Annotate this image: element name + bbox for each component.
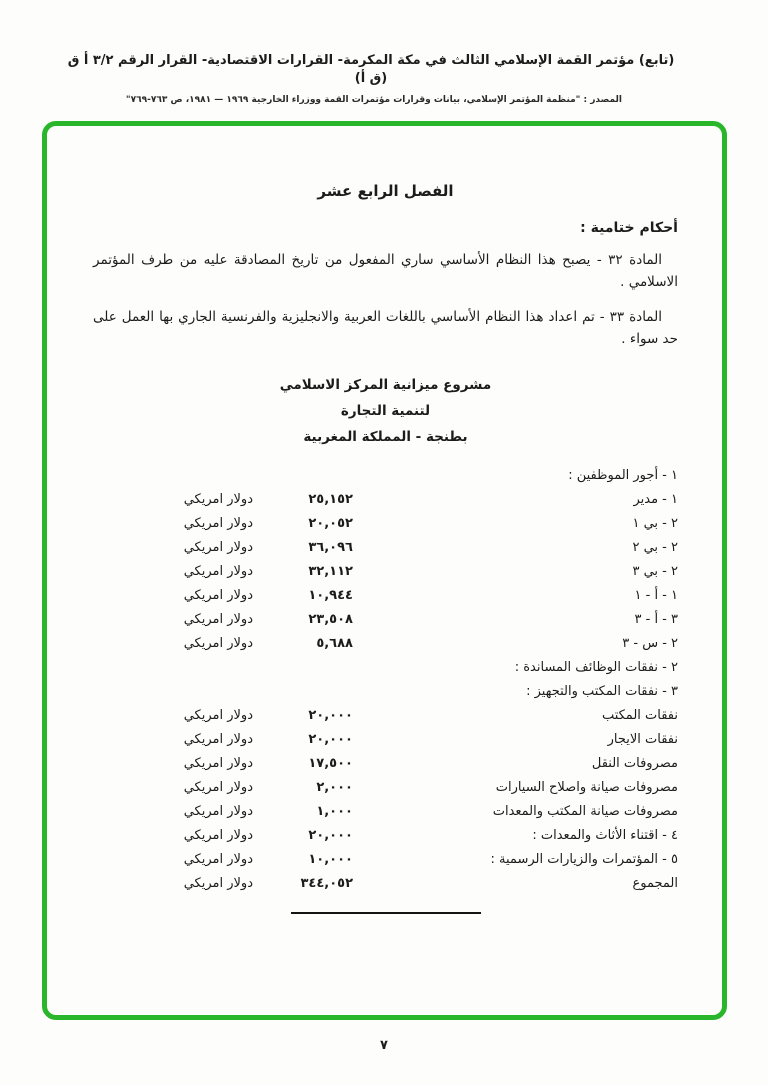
row-amount: ٣٤٤,٠٥٢	[300, 876, 353, 891]
row-label: ٥ - المؤتمرات والزيارات الرسمية :	[490, 852, 678, 867]
budget-section-heading	[93, 656, 678, 680]
row-currency: دولار امريكي	[183, 564, 253, 579]
row-label: ٣ - أ - ٣	[634, 612, 678, 627]
row-label: ٣ - نفقات المكتب والتجهيز :	[526, 684, 678, 699]
row-amount: ١٠,٩٤٤	[308, 588, 353, 603]
budget-row	[93, 824, 678, 848]
budget-title-line2: لتنمية التجارة	[340, 403, 431, 419]
row-label: ١ - أ - ١	[634, 588, 678, 603]
budget-row	[93, 776, 678, 800]
row-currency: دولار امريكي	[183, 804, 253, 819]
budget-row	[93, 512, 678, 536]
budget-row	[93, 704, 678, 728]
row-label: نفقات الايجار	[607, 732, 678, 747]
budget-row	[93, 608, 678, 632]
budget-title-line1: مشروع ميزانية المركز الاسلامي	[279, 377, 492, 393]
row-amount: ١٧,٥٠٠	[308, 756, 353, 771]
row-label: ٢ - س - ٣	[622, 636, 678, 651]
budget-row	[93, 848, 678, 872]
source-citation: المصدر : "منظمة المؤتمر الإسلامي، بيانات وقرارات مؤتمرات القمة ووزراء الخارجية ١٩٦٩ — ١٩٨١، ص ٧٦٣-٧٦٩"	[125, 95, 622, 105]
row-amount: ٢,٠٠٠	[316, 780, 353, 795]
row-currency: دولار امريكي	[183, 876, 253, 891]
row-currency: دولار امريكي	[183, 612, 253, 627]
row-amount: ٢٥,١٥٢	[308, 492, 353, 507]
row-amount: ٥,٦٨٨	[316, 636, 353, 651]
row-label: ٢ - بي ٣	[632, 564, 678, 579]
row-amount: ٣٦,٠٩٦	[308, 540, 353, 555]
page-content	[47, 126, 722, 1015]
row-label: ١ - أجور الموظفين :	[568, 468, 678, 483]
row-amount: ٢٠,٠٥٢	[308, 516, 353, 531]
row-amount: ٢٠,٠٠٠	[308, 732, 353, 747]
end-rule	[291, 912, 481, 914]
row-currency: دولار امريكي	[183, 732, 253, 747]
row-currency: دولار امريكي	[183, 492, 253, 507]
row-currency: دولار امريكي	[183, 540, 253, 555]
row-currency: دولار امريكي	[183, 756, 253, 771]
row-amount: ٢٣,٥٠٨	[308, 612, 353, 627]
budget-row	[93, 584, 678, 608]
budget-row	[93, 536, 678, 560]
chapter-title: الفصل الرابع عشر	[317, 182, 454, 200]
row-currency: دولار امريكي	[183, 636, 253, 651]
row-amount: ٣٢,١١٢	[308, 564, 353, 579]
budget-section-heading	[93, 680, 678, 704]
row-currency: دولار امريكي	[183, 780, 253, 795]
article-33: المادة ٣٣ - تم اعداد هذا النظام الأساسي باللغات العربية والانجليزية والفرنسية الجاري بها العمل على حد سواء .	[93, 309, 678, 347]
budget-title	[93, 372, 678, 450]
row-currency: دولار امريكي	[183, 708, 253, 723]
budget-title-line3: بطنجة - المملكة المغربية	[303, 429, 468, 445]
row-currency: دولار امريكي	[183, 588, 253, 603]
budget-row	[93, 800, 678, 824]
budget-row	[93, 560, 678, 584]
row-label: ٢ - بي ١	[632, 516, 678, 531]
row-currency: دولار امريكي	[183, 516, 253, 531]
budget-row	[93, 752, 678, 776]
budget-section-heading	[93, 464, 678, 488]
row-label: ١ - مدير	[633, 492, 678, 507]
document-header	[58, 52, 684, 105]
row-currency: دولار امريكي	[183, 828, 253, 843]
budget-row	[93, 488, 678, 512]
row-currency: دولار امريكي	[183, 852, 253, 867]
row-amount: ١٠,٠٠٠	[308, 852, 353, 867]
row-label: المجموع	[632, 876, 678, 891]
row-amount: ٢٠,٠٠٠	[308, 708, 353, 723]
row-amount: ١,٠٠٠	[316, 804, 353, 819]
row-label: ٤ - اقتناء الأثاث والمعدات :	[532, 828, 678, 843]
document-title: (تابع) مؤتمر القمة الإسلامي الثالث في مكة المكرمة- القرارات الاقتصادية- القرار الرقم ٣/٢ أ ق (ق أ)	[67, 53, 675, 86]
row-label: ٢ - بي ٢	[632, 540, 678, 555]
row-label: مصروفات صيانة واصلاح السيارات	[495, 780, 678, 795]
article-32: المادة ٣٢ - يصبح هذا النظام الأساسي ساري المفعول من تاريخ المصادقة عليه من طرف المؤتمر الاسلامي .	[93, 252, 678, 290]
content-frame	[42, 121, 727, 1020]
row-label: نفقات المكتب	[601, 708, 678, 723]
budget-row	[93, 728, 678, 752]
row-label: مصروفات النقل	[591, 756, 678, 771]
row-label: ٢ - نفقات الوظائف المساندة :	[514, 660, 678, 675]
closing-provisions-heading: أحكام ختامية :	[580, 220, 678, 236]
budget-table	[93, 464, 678, 896]
budget-row	[93, 632, 678, 656]
row-label: مصروفات صيانة المكتب والمعدات	[492, 804, 678, 819]
page-number: ٧	[380, 1038, 388, 1053]
budget-row	[93, 872, 678, 896]
row-amount: ٢٠,٠٠٠	[308, 828, 353, 843]
